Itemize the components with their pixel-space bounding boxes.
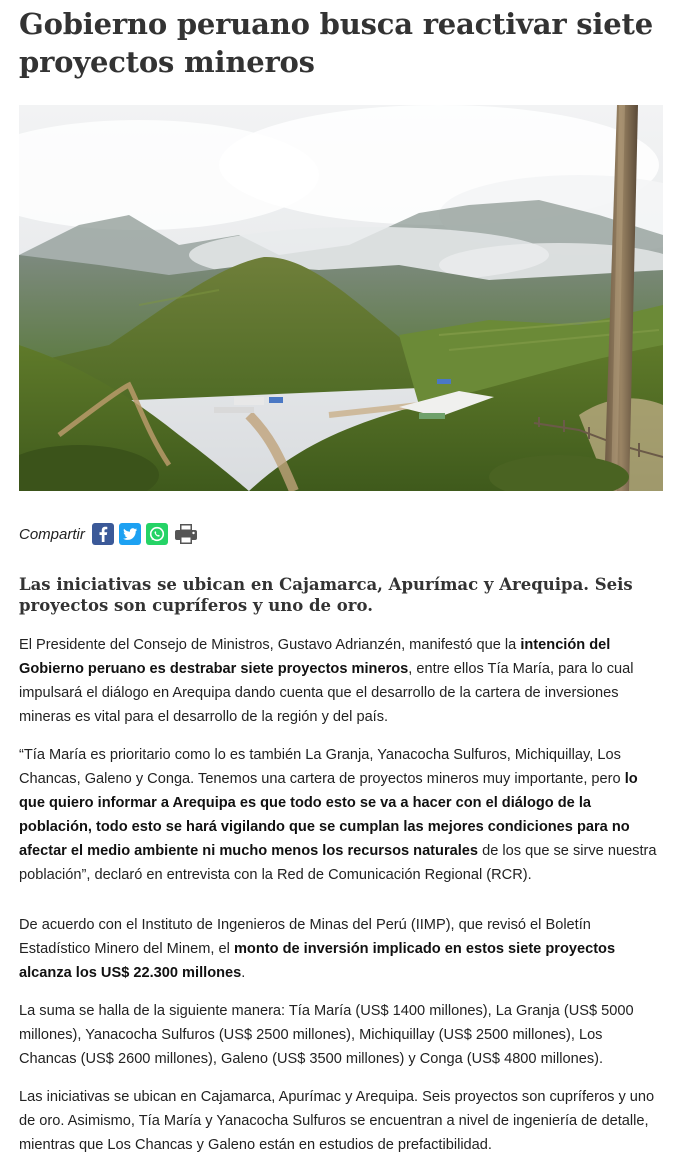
share-bar bbox=[19, 521, 664, 547]
mountain-landscape-photo bbox=[19, 105, 663, 491]
paragraph-3: De acuerdo con el Instituto de Ingenieros de Minas del Perú (IIMP), que revisó el Boletín Estadístico Minero del Minem, el monto de inversión implicado en estos siete proyectos alcanza los US$ 22.300 millones. bbox=[19, 917, 616, 981]
whatsapp-icon[interactable] bbox=[146, 523, 168, 545]
paragraph-2: “Tía María es prioritario como lo es también La Granja, Yanacocha Sulfuros, Michiquillay, Los Chancas, Galeno y Conga. Tenemos una cartera de proyectos mineros muy importante, pero lo que quiero informar a Arequipa es que todo esto se va a hacer con el diálogo de la población, todo esto se hará vigilando que se cumplan las mejores condiciones para no afectar el medio ambiente ni mucho menos los recursos naturales de los que se sirve nuestra población”, declaró en entrevista con la Red de Comunicación Regional (RCR). bbox=[19, 747, 657, 883]
hero-image bbox=[19, 105, 663, 491]
article bbox=[19, 0, 664, 1157]
article-lead: Las iniciativas se ubican en Cajamarca, Apurímac y Arequipa. Seis proyectos son cupríferos y uno de oro. bbox=[19, 575, 633, 615]
print-icon[interactable] bbox=[173, 523, 199, 545]
paragraph-4: La suma se halla de la siguiente manera: Tía María (US$ 1400 millones), La Granja (US$ 5000 millones), Yanacocha Sulfuros (US$ 2500 millones), Michiquillay (US$ 2500 millones), Los Chancas (US$ 2600 millones), Galeno (US$ 3500 millones) y Conga (US$ 4800 millones). bbox=[19, 1003, 634, 1067]
facebook-icon[interactable] bbox=[92, 523, 114, 545]
share-label: Compartir bbox=[19, 525, 85, 543]
article-title: Gobierno peruano busca reactivar siete proyectos mineros bbox=[19, 7, 653, 79]
paragraph-1: El Presidente del Consejo de Ministros, Gustavo Adrianzén, manifestó que la intención del Gobierno peruano es destrabar siete proyectos mineros, entre ellos Tía María, para lo cual impulsará el diálogo en Arequipa dando cuenta que el desarrollo de la cartera de inversiones mineras es vital para el desarrollo de la región y del país. bbox=[19, 637, 634, 725]
paragraph-5: Las iniciativas se ubican en Cajamarca, Apurímac y Arequipa. Seis proyectos son cupríferos y uno de oro. Asimismo, Tía María y Yanacocha Sulfuros se encuentran a nivel de ingeniería de detalle, mientras que Los Chancas y Galeno están en estudios de prefactibilidad. bbox=[19, 1089, 655, 1153]
twitter-icon[interactable] bbox=[119, 523, 141, 545]
